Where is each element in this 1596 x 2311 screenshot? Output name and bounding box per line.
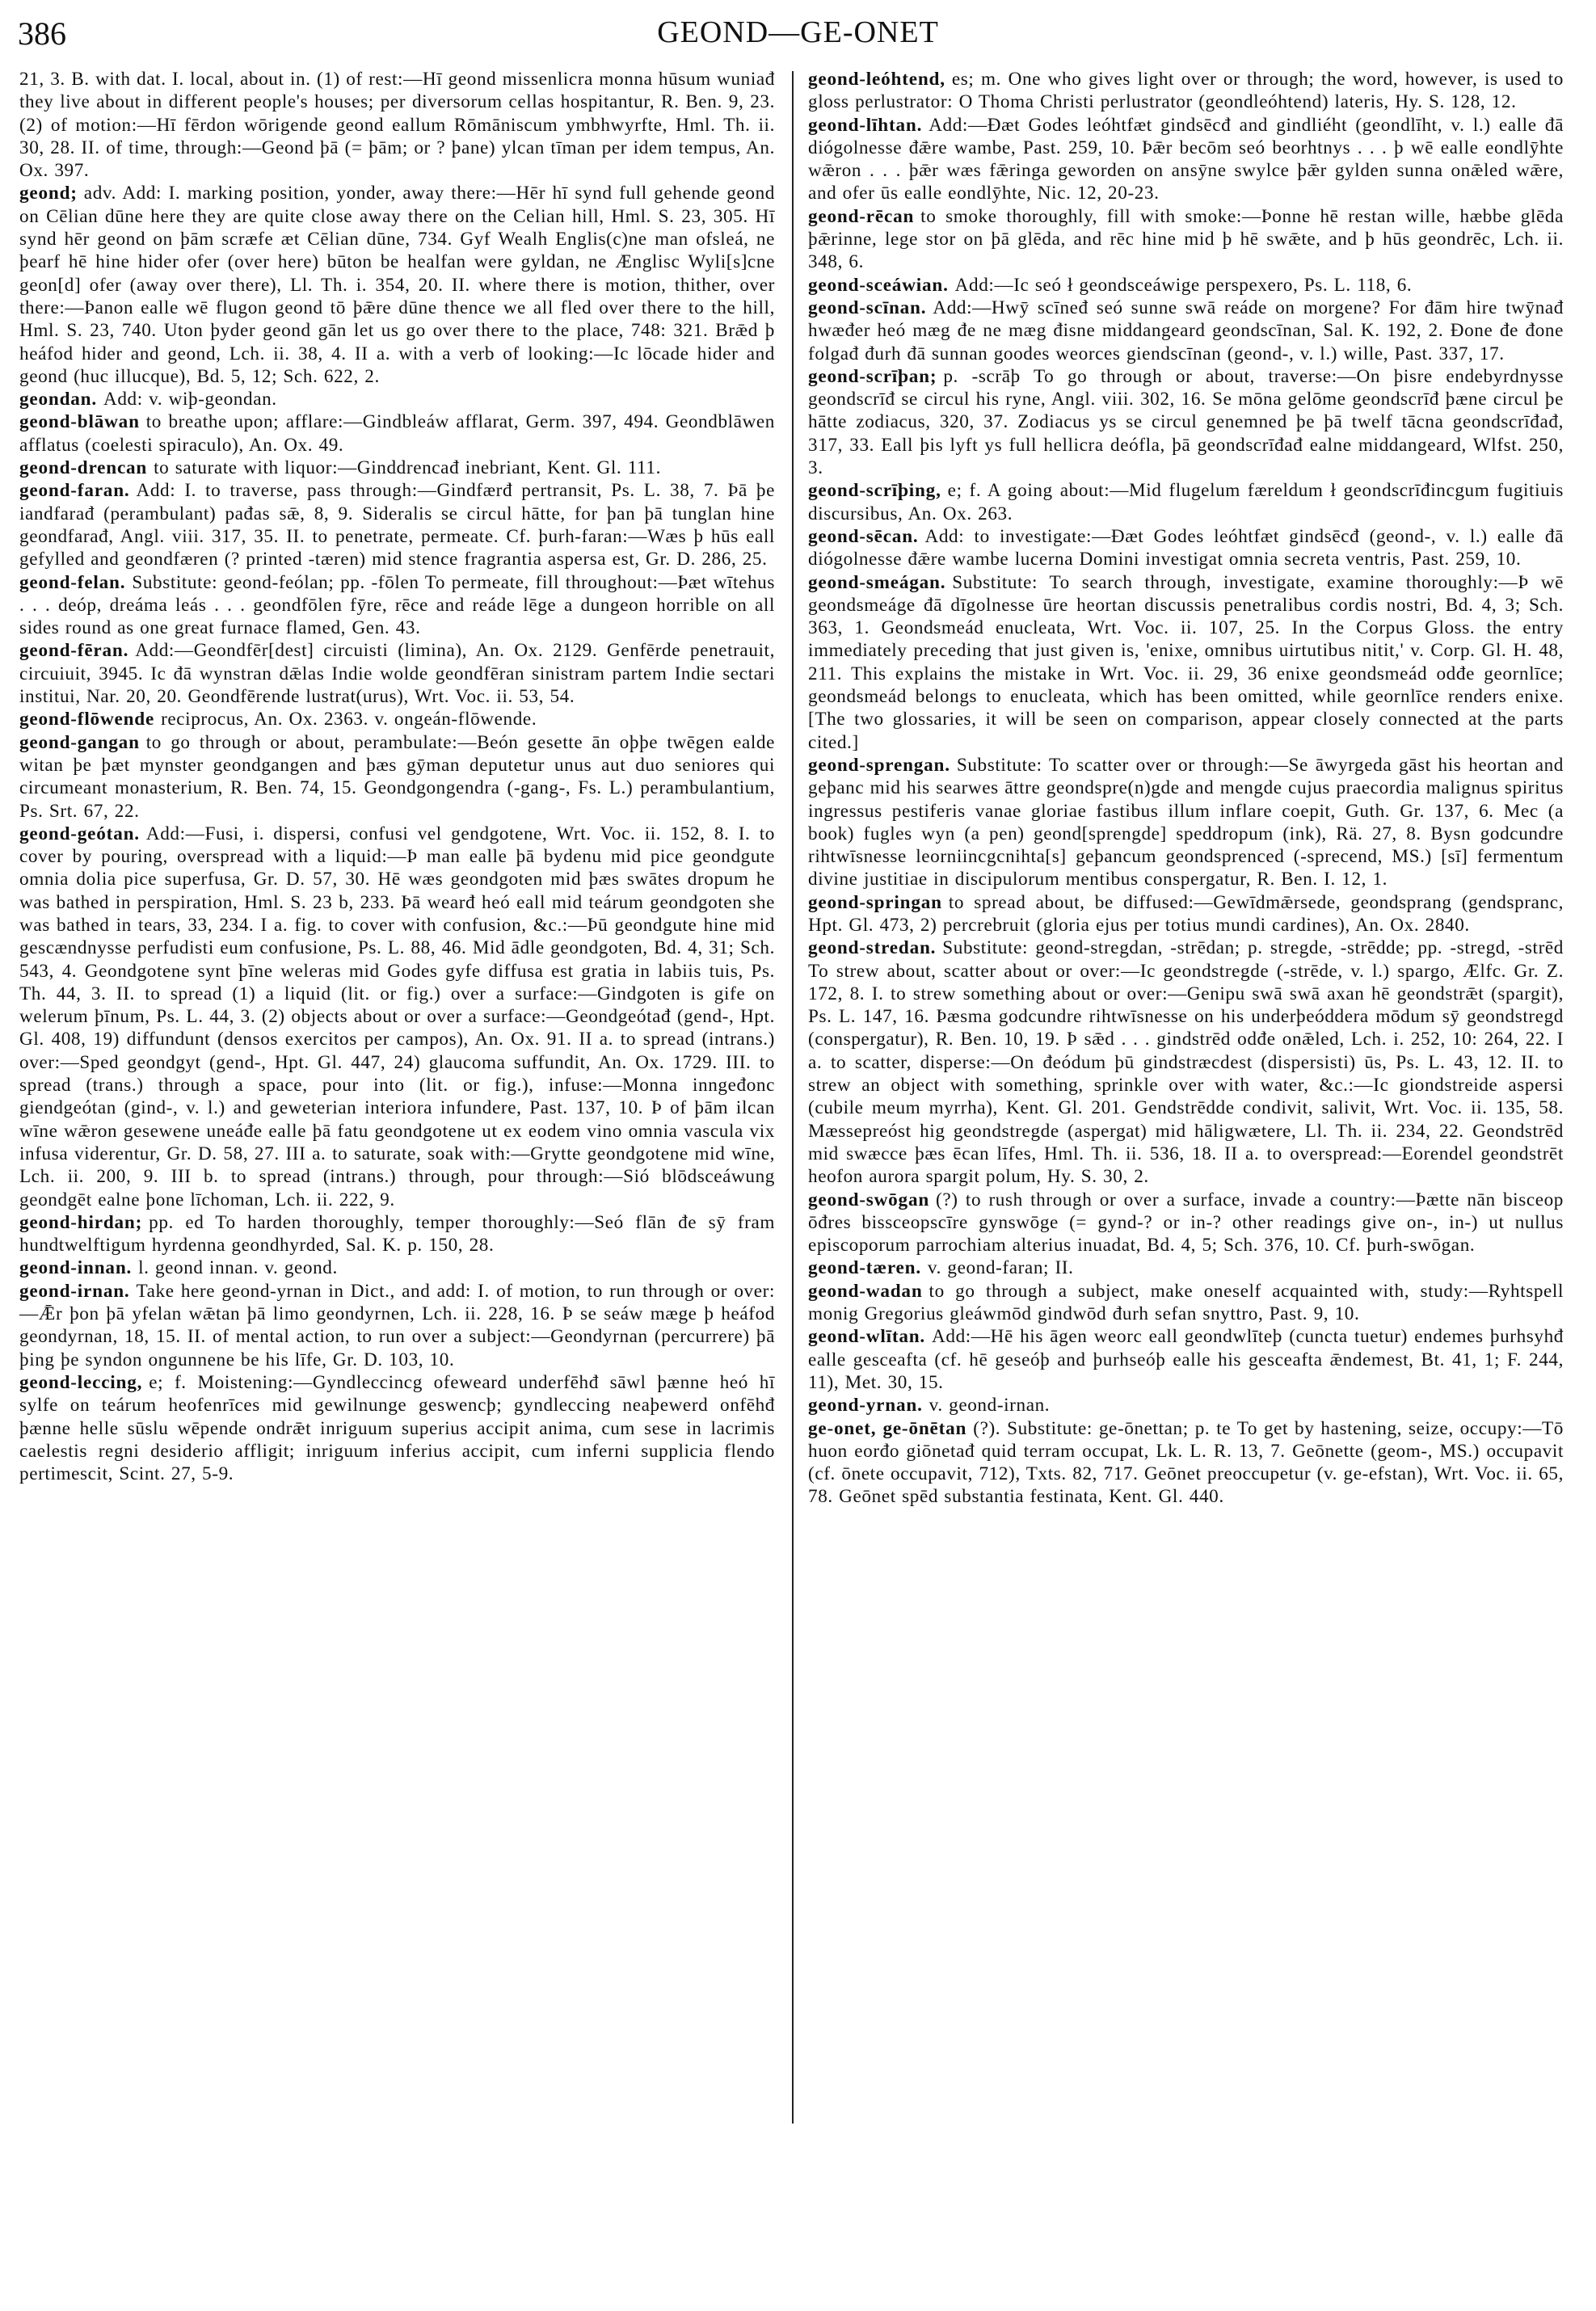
dictionary-entry (808, 1325, 1564, 1394)
entry-headword: geond-faran. (19, 480, 130, 502)
entry-headword: geond-tæren. (808, 1257, 921, 1279)
entry-headword: geond-flōwende (19, 709, 155, 730)
entry-text: es; m. One who gives light over or through; the word, however, is used to gloss perlustrator: O Thoma Christi perlustrator (geondleóhtend) lateris, Hy. S. 128, 12. (808, 69, 1564, 113)
entry-text: to smoke thoroughly, fill with smoke:—Þonne hē restan wille, hæbbe glēda þǣrinne, lege stor on þā glēda, and rēc hine mid þ hē swǣte, and þ hūs geondrēc, Lch. ii. 348, 6. (808, 205, 1564, 273)
entry-headword: geond-sprengan. (808, 754, 950, 776)
entry-headword: geond-scrīþan; (808, 365, 937, 387)
entry-headword: geond-felan. (19, 571, 126, 593)
entry-headword: geond-hirdan; (19, 1211, 143, 1233)
entry-headword: geond-sceáwian. (808, 274, 949, 296)
dictionary-entry (19, 731, 775, 823)
entry-headword: geond-gangan (19, 731, 140, 753)
entry-text: Add:—Hē his āgen weorc eall geondwlīteþ (cuncta tuetur) endemes þurhsyhđ ealle gesceafta (cf. hē geseóþ and þurhseóþ ealle his gesceafta ǣndemest, Bt. 41, 1; F. 244, 11), Met. 30, 15. (808, 1326, 1564, 1393)
dictionary-entry (19, 410, 775, 457)
entry-text: Add: to investigate:—Ðæt Godes leóhtfæt gindsēcđ (geond-, v. l.) ealle đā diógolnesse đǣre wambe lucerna Domini investigat omnia secreta ventris, Past. 259, 10. (808, 525, 1564, 570)
dictionary-entry (19, 571, 775, 640)
entry-text: v. geond-faran; II. (927, 1257, 1074, 1279)
entry-text: to go through or about, perambulate:—Beón gesette ān oþþe twēgen ealde witan þe þæt mynster geondgangen and þæs gȳman deputetur unus aut duo seniores qui circumeant monasterium, R. Ben. 74, 15. Geondgongendra (-gang-, Fs. L.) perambulantium, Ps. Srt. 67, 22. (19, 731, 775, 822)
entry-text: Substitute: geond-feólan; pp. -fōlen To permeate, fill throughout:—Þæt wītehus . . . deóp, dreáma leás . . . geondfōlen fȳre, rēce and reáde lēge a dungeon horrible on all sides round as one great furnace flamed, Gen. 43. (19, 571, 775, 639)
dictionary-entry (808, 937, 1564, 1188)
entry-text: Add:—Hwȳ scīneđ seó sunne swā reáde on morgene? For đām hire twȳnađ hwæđer heó mæg đe ne mæg đisne middangeard geondscīnan, Sal. K. 192, 2. Ðone đe đone folgađ đurh đā sunnan goodes weorces giendscīnan (geond-, v. l.) wille, Past. 337, 17. (808, 297, 1564, 364)
entry-headword: geond-swōgan (808, 1189, 930, 1210)
entry-headword: geond-stredan. (808, 937, 937, 959)
entry-headword: geond-scīnan. (808, 297, 927, 318)
dictionary-entry (19, 1257, 775, 1279)
entry-text: Add:—Geondfēr[dest] circuisti (limina), An. Ox. 2129. Genfērde penetrauit, circuiuit, 3945. Ic đā wynstran dǣlas Indie wolde geondfēran sinistram partem Indie sectari institui, Nar. 20, 20. Geondfērende lustrat(urus), Wrt. Voc. ii. 53, 54. (19, 640, 775, 708)
dictionary-entry (19, 708, 775, 730)
entry-text: to spread about, be diffused:—Gewīdmǣrsede, geondsprang (gendspranc, Hpt. Gl. 473, 2) percrebruit (gloria ejus per totius mundi cardines), An. Ox. 2840. (808, 891, 1564, 936)
dictionary-entry (808, 1257, 1564, 1279)
dictionary-entry (19, 639, 775, 708)
dictionary-entry (19, 68, 775, 182)
dictionary-entry (19, 479, 775, 570)
entry-text: e; f. Moistening:—Gyndleccincg ofeweard underfēhđ sāwl þænne heó hī sylfe on teárum heofenrīces mid gewilnunge geswencþ; gyndleccing neaþewerd onfēhđ þænne helle sūslu wēpende ondrǣt inriguum superius accipit anima, cum sese in lacrimis caelestis regni desiderio affligit; inriguum inferius accipit, cum inferni supplicia flendo pertimescit, Scint. 27, 5-9. (19, 1371, 775, 1485)
entry-headword: geond-rēcan (808, 205, 915, 227)
dictionary-entry (808, 297, 1564, 365)
dictionary-entry (19, 823, 775, 1211)
dictionary-entry (808, 274, 1564, 297)
entry-headword: ge-onet, ge-ōnētan (808, 1417, 967, 1439)
dictionary-entry (19, 1280, 775, 1371)
entry-headword: geond-leóhtend, (808, 69, 945, 90)
entry-headword: geond-drencan (19, 457, 148, 479)
entry-headword: geond-innan. (19, 1257, 133, 1279)
entry-headword: geond-springan (808, 891, 942, 913)
entry-headword: geond-smeágan. (808, 571, 946, 593)
dictionary-entry (19, 1211, 775, 1257)
entry-headword: geond-irnan. (19, 1280, 130, 1302)
entry-text: Add:—Ic seó ł geondsceáwige perspexero, Ps. L. 118, 6. (954, 274, 1413, 296)
entry-headword: geond-līhtan. (808, 114, 923, 136)
dictionary-entry (808, 1417, 1564, 1509)
dictionary-entry (808, 754, 1564, 891)
entry-text: pp. ed To harden thoroughly, temper thoroughly:—Seó flān đe sȳ fram hundtwelftigum hyrdenna geondhyrded, Sal. K. p. 150, 28. (19, 1211, 775, 1257)
entry-headword: geond-yrnan. (808, 1395, 923, 1416)
entry-headword: geond-geótan. (19, 823, 140, 844)
entry-headword: geondan. (19, 389, 97, 410)
dictionary-entry (808, 1189, 1564, 1257)
right-column (808, 68, 1564, 1509)
entry-headword: geond-leccing, (19, 1371, 143, 1393)
dictionary-entry (19, 182, 775, 388)
entry-text: to breathe upon; afflare:—Gindbleáw afflarat, Germ. 397, 494. Geondblāwen afflatus (coelesti spiraculo), An. Ox. 49. (19, 411, 775, 456)
entry-headword: geond-sēcan. (808, 525, 919, 547)
entry-text: Add: I. to traverse, pass through:—Gindfærđ pertransit, Ps. L. 38, 7. Þā þe iandfarađ (perambulant) pađas sǣ, 8, 9. Sideralis se circul hātte, for þan þā tunglan hine geondfarađ, Angl. viii. 317, 35. II. to penetrate, permeate. Cf. þurh-faran:—Wæs þ hūs eall gefylled and geondfæren (? printed -tæren) mid stence fragrantia aspersa est, Gr. D. 286, 25. (19, 480, 775, 570)
entry-text: 21, 3. B. with dat. I. local, about in. (1) of rest:—Hī geond missenlicra monna hūsum wuniađ they live about in different people's houses; per diversorum cellas hospitantur, R. Ben. 9, 23. (2) of motion:—Hī fērdon wōrigende geond eallum Rōmāniscum ymbhwyrfte, Hml. Th. ii. 30, 28. II. of time, through:—Geond þā (= þām; or ? þane) ylcan tīman per idem tempus, An. Ox. 397. (19, 69, 775, 182)
entry-text: to saturate with liquor:—Ginddrencađ inebriant, Kent. Gl. 111. (154, 457, 661, 479)
entry-text: reciprocus, An. Ox. 2363. v. ongeán-flōwende. (161, 709, 537, 730)
dictionary-entry (19, 1371, 775, 1485)
entry-text: (?). Substitute: ge-ōnettan; p. te To get by hastening, seize, occupy:—Tō huon eorđo giōnetađ quid terram occupat, Lk. L. R. 13, 7. Geōnette (geom-, MS.) occupavit (cf. ōnete occupavit, 712), Txts. 82, 717. Geōnet preoccupetur (v. ge-efstan), Wrt. Voc. ii. 65, 78. Geōnet spēd substantia festinata, Kent. Gl. 440. (808, 1417, 1564, 1508)
entry-headword: geond-blāwan (19, 411, 140, 433)
dictionary-entry (808, 891, 1564, 937)
entry-headword: geond-wadan (808, 1280, 923, 1302)
dictionary-entry (808, 1280, 1564, 1326)
entry-text: adv. Add: I. marking position, yonder, away there:—Hēr hī synd full gehende geond on Cēlian dūne here they are quite close away there on the Celian hill, Hml. S. 23, 305. Hī synd hēr geond on þām scræfe æt Cēlian dūne, 734. Gyf Wealh Englis(c)ne man ofsleá, ne þearf hē hine hider ofer (over here) būton be healfan were gyldan, ne Ænglisc Wyli[s]cne geon[d] ofer (away over there), Ll. Th. i. 354, 20. II. where there is motion, thither, over there:—Þanon ealle wē flugon geond tō þǣre dūne thence we all fled over there to the hill, Hml. S. 23, 740. Uton þyder geond gān let us go over there to the place, 748: 321. Brǣd þ heáfod hider and geond, Lch. ii. 38, 4. II a. with a verb of looking:—Ic lōcade hider and geond (huc illucque), Bd. 5, 12; Sch. 622, 2. (19, 183, 775, 387)
entry-text: l. geond innan. v. geond. (138, 1257, 338, 1279)
entry-text: v. geond-irnan. (929, 1395, 1051, 1416)
entry-headword: geond-fēran. (19, 640, 129, 662)
entry-headword: geond-wlītan. (808, 1326, 926, 1348)
dictionary-entry (19, 388, 775, 410)
dictionary-entry (808, 479, 1564, 525)
dictionary-entry (808, 571, 1564, 754)
entry-text: Add:—Ðæt Godes leóhtfæt gindsēcđ and gindliéht (geondlīht, v. l.) ealle đā diógolnesse đǣre wambe, Past. 259, 10. Þǣr becōm seó beorhtnys . . . þ wē ealle eondlȳhte wǣron . . . þǣr wæs fǣringa geworden on ansȳne swylce þǣr gylden sunna onǣled wǣre, and ofer ūs ealle eondlȳhte, Nic. 12, 20-23. (808, 114, 1564, 204)
dictionary-entry (808, 1394, 1564, 1416)
entry-text: to go through a subject, make oneself acquainted with, study:—Ryhtspell monig Gregorius gleáwmōd gindwōd đurh sefan snyttro, Past. 9, 10. (808, 1280, 1564, 1325)
dictionary-entry (808, 205, 1564, 274)
entry-headword: geond; (19, 183, 78, 204)
entry-text: Add:—Fusi, i. dispersi, confusi vel gendgotene, Wrt. Voc. ii. 152, 8. I. to cover by pouring, overspread with a liquid:—Þ man ealle þā bydenu mid pice geondgute omnia dolia pice superfusa, Gr. D. 57, 30. Hē wæs geondgoten mid þæs swātes dropum he was bathed in perspiration, Hml. S. 23 b, 233. Þā wearđ heó eall mid teárum geondgoten she was bathed in tears, 33, 234. I a. fig. to cover with confusion, &c.:—Þū geondgute hine mid gescændnysse perfudisti eum confusione, Ps. L. 88, 46. Mid ādle geondgoten, Bd. 4, 31; Sch. 543, 4. Geondgotene synt þīne weleras mid Godes gyfe diffusa est gratia in labiis tuis, Ps. Th. 44, 3. II. to spread (1) a liquid (lit. or fig.) over a surface:—Gindgoten is gife on welerum þīnum, Ps. L. 44, 3. (2) objects about or over a surface:—Geondgeótađ (gend-, Hpt. Gl. 408, 19) diffundunt (densos exercitos per campos), An. Ox. 91. II a. to spread (intrans.) over:—Sped geondgyt (gend-, Hpt. Gl. 447, 24) glaucoma suffundit, An. Ox. 1729. III. to spread (trans.) through a space, pour into (lit. or fig.), infuse:—Monna inngeđonc giendgeótan (gind-, v. l.) and geweterian interiora infundere, Past. 137, 10. Þ of þām ilcan wīne wǣron gesewene uneáđe ealle þā fatu geondgotene ut ex eodem vino omnia vascula vix infusa viderentur, Gr. D. 58, 27. III a. to saturate, soak with:—Grytte geondgotene mid wīne, Lch. ii. 200, 9. III b. to spread (intrans.) through, pour through:—Sió blōdsceáwung geondgēt ealne þone līchoman, Lch. ii. 222, 9. (19, 823, 775, 1210)
dictionary-entry (808, 114, 1564, 205)
entry-text: Add: v. wiþ-geondan. (103, 389, 277, 410)
dictionary-entry (19, 457, 775, 479)
entry-text: Take here geond-yrnan in Dict., and add: I. of motion, to run through or over:—Ǣr þon þā yfelan wǣtan þā limo geondyrnen, Lch. ii. 228, 16. Þ se seáw mæge þ heáfod geondyrnan, 18, 15. II. of mental action, to run over a subject:—Geondyrnan (percurrere) þā þing þe syndon ongunnene be his līfe, Gr. D. 103, 10. (19, 1280, 775, 1370)
page-number: 386 (18, 15, 66, 52)
column-divider (792, 71, 794, 2124)
running-title: GEOND—GE-ONET (657, 15, 939, 49)
entry-text: Substitute: To search through, investigate, examine thoroughly:—Þ wē geondsmeáge đā dīgolnesse ūre heortan discussis penetralibus cordis nostri, Bd. 4, 3; Sch. 363, 1. Geondsmeád enucleata, Wrt. Voc. ii. 107, 25. In the Corpus Gloss. the entry immediately preceding that just given is, 'enixe, omnibus uirtutibus nitit,' v. Corp. Gl. H. 48, 211. This explains the mistake in Wrt. Voc. ii. 29, 36 enixe geondsmeád odđe geornlīce; geondsmeád belongs to enucleata, which has been omitted, while geornlīce renders enixe. [The two glossaries, it will be seen on comparison, appear closely connected at the parts cited.] (808, 571, 1564, 753)
entry-text: p. -scrāþ To go through or about, traverse:—On þisre endebyrdnysse geondscrīđ se circul his ryne, Angl. viii. 302, 16. Se mōna gelōme geondscrīđ þæne circul þe hātte zodiacus, 320, 37. Zodiacus ys se circul genemned þe þā twelf tācna geondscrīđađ, 317, 33. Eall þis lyft ys full hellicra deófla, þā geondscrīđađ ealne middangeard, Wlfst. 250, 3. (808, 365, 1564, 479)
entry-text: (?) to rush through or over a surface, invade a country:—Þætte nān bisceop ōđres bissceopscīre gynswōge (= gynd-? or in-? other readings give on-, in-) ut nullus episcoporum parrochiam alterius inuadat, Bd. 4, 5; Sch. 376, 10. Cf. þurh-swōgan. (808, 1189, 1564, 1257)
entry-headword: geond-scrīþing, (808, 480, 941, 502)
entry-text: Substitute: geond-stregdan, -strēdan; p. stregde, -strēdde; pp. -stregd, -strēd To strew about, scatter about or over:—Ic geondstregde (-strēde, v. l.) spargo, Ælfc. Gr. Z. 172, 8. I. to strew something about or over:—Genipu swā swā axan hē geondstrǣt (spargit), Ps. L. 147, 16. Þæsma godcundre rihtwīsnesse on his underþeóddera mōdum sȳ geondstregd (conspergatur), R. Ben. 10, 19. Þ sǣd . . . gindstrēd odđe onǣled, Lch. i. 252, 10: 264, 22. I a. to scatter, disperse:—On đeódum þū gindstræcdest (dispersisti) ūs, Ps. L. 43, 12. II. to strew an object with something, sprinkle over with water, &c.:—Ic giondstreide aspersi (cubile meum myrrha), Kent. Gl. 201. Gendstrēdde condivit, salivit, Wrt. Voc. ii. 135, 58. Mæssepreóst hig geondstregde (aspergat) mid hāligwætere, Ll. Th. ii. 234, 22. Geondstrēd mid swæcce þæs ēcan līfes, Hml. Th. ii. 536, 18. II a. to overspread:—Eorendel geondstrēt heofon aurora spargit polum, Hy. S. 30, 2. (808, 937, 1564, 1188)
left-column (19, 68, 775, 1485)
dictionary-entry (808, 525, 1564, 571)
dictionary-entry (808, 365, 1564, 479)
dictionary-entry (808, 68, 1564, 114)
entry-text: e; f. A going about:—Mid flugelum færeldum ł geondscrīđincgum fugitiuis discursibus, An. Ox. 263. (808, 480, 1564, 524)
entry-text: Substitute: To scatter over or through:—Se āwyrgeda gāst his heortan and geþanc mid his searwes āttre geondspre(n)gde and mengde cujus praecordia malignus spiritus ingressus pestiferis vanae gloriae fastibus illum inflare coepit, Guth. Gr. 137, 6. Mec (a book) fugles wyn (a pen) geond[sprengde] speddropum (ink), Rä. 27, 8. Bysn godcundre rihtwīsnesse leorniincgcnihta[s] geþancum geondsprenced (-sprecend, MS.) [sī] fermentum divine justitiae in discipulorum mentibus conspergatur, R. Ben. I. 12, 1. (808, 754, 1564, 890)
